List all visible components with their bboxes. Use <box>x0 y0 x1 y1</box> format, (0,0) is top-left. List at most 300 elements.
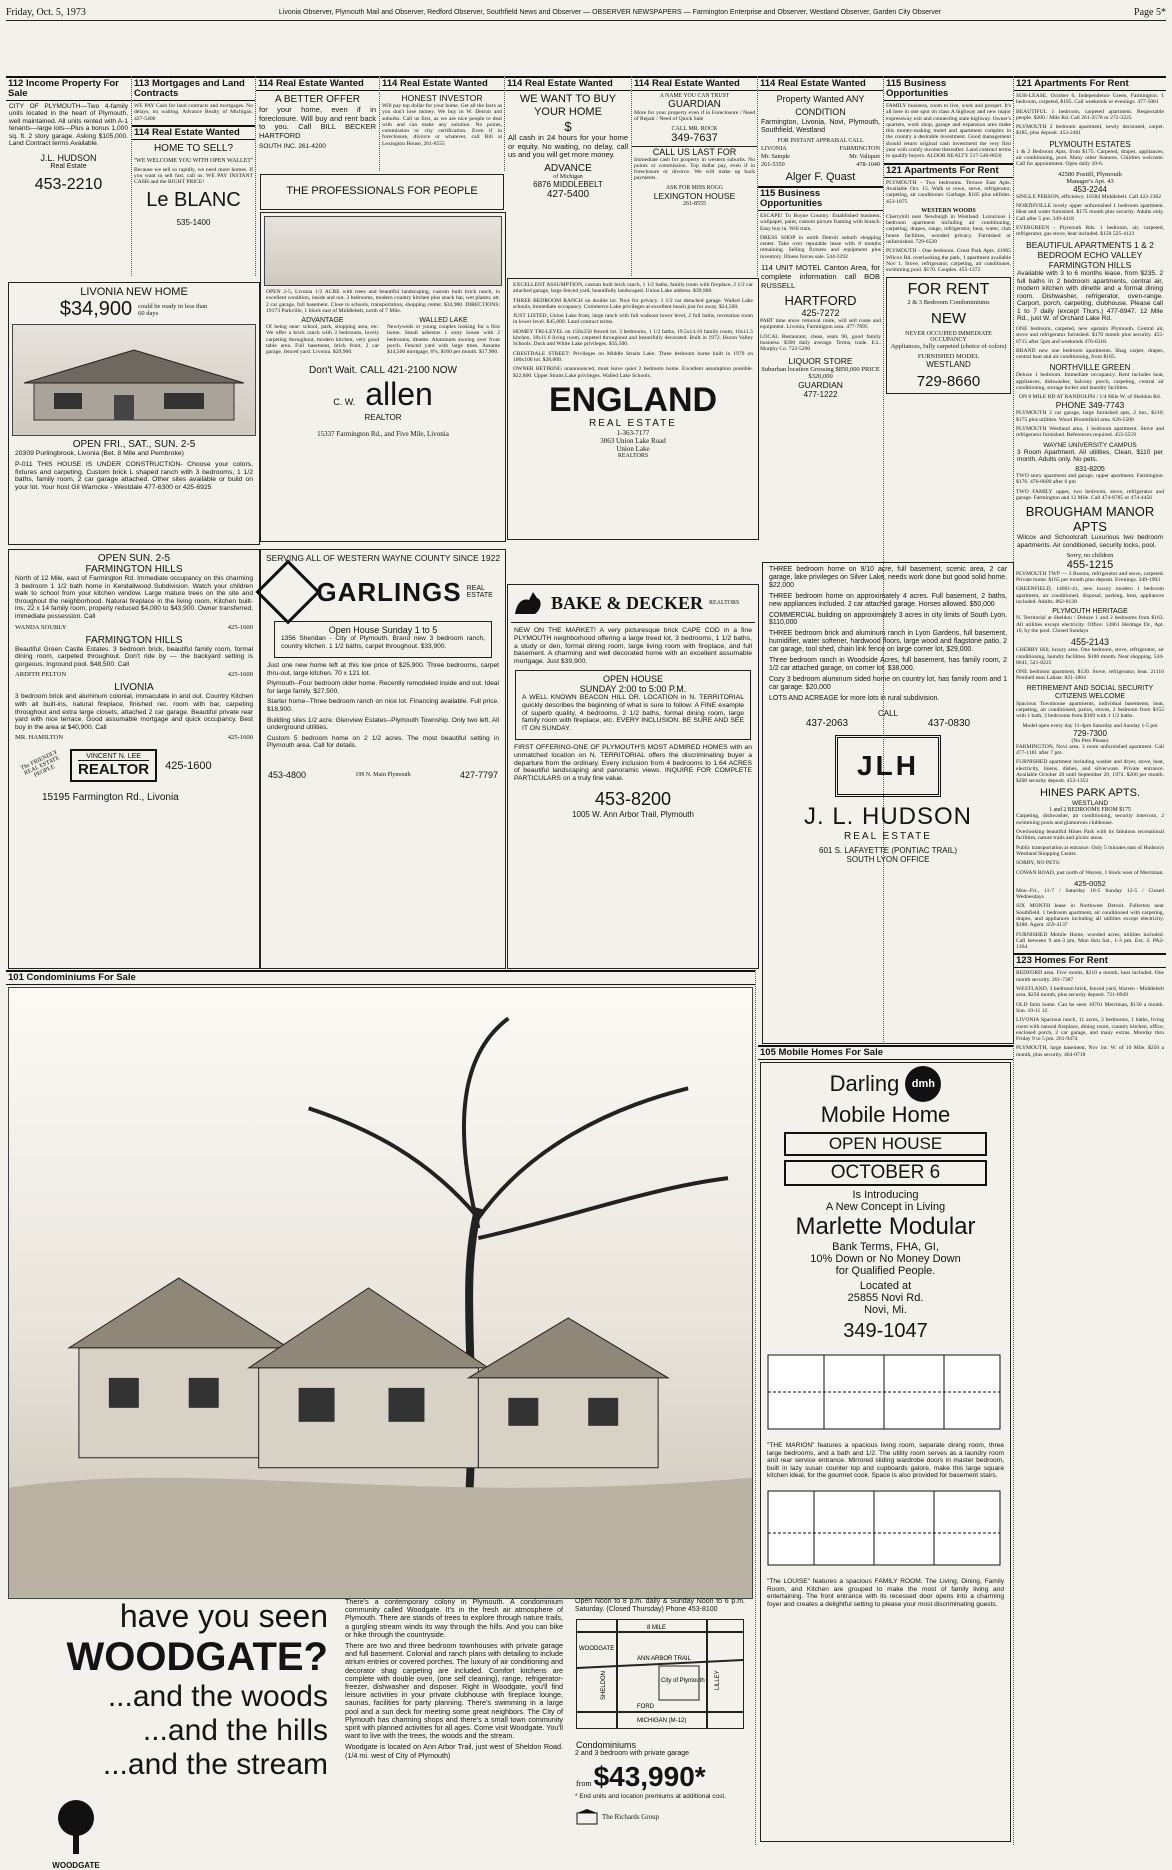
ad-text: 3 bedroom brick and aluminum colonial, immaculate in and out. Country Kitchen with all built-ins, natural fireplace, finished rec. room with bar, carpeting throughout and extra large closets, attached 2 car garage. Beautiful private rear yard with nice terrace. Good assumable mortgage and quick occupancy. Best buy in the area at $40,900. Call <box>15 693 253 731</box>
price-note: * End units and location premiums at additional cost. <box>575 1793 727 1800</box>
ad-text: 1356 Sheridan - City of Plymouth. Brand new 3 bedroom ranch, country kitchen. 1 1/2 baths, carpet throughout. $33,900. <box>281 635 485 650</box>
ad-phone: 425-0052 <box>1074 878 1106 888</box>
agent-addr: 6876 MIDDLEBELT <box>533 179 603 189</box>
ad-text: PLYMOUTH TWP — 3 Rooms, refrigerator and stove, carpeted. Private home. $165 per month plus deposit. Evenings. 349-1903 <box>1016 570 1164 584</box>
garlings-ad <box>260 549 506 969</box>
location-map <box>576 1619 744 1729</box>
logo-sub: REAL ESTATE <box>466 585 493 599</box>
section-head: 114 Real Estate Wanted <box>505 76 631 91</box>
ad-ask: ASK FOR MISS ROGG <box>665 184 724 191</box>
bake-decker-ad <box>507 584 759 969</box>
ad-text: P-011 THIS HOUSE IS UNDER CONSTRUCTION- Choose your colors, fixtures and carpeting. Custom brick L shaped ranch with 3 bedrooms, 1 1/2 baths, family room, 2 car garage attached. Other sites available or build on your lot. Your host Gil Warncke - Westdale 477-6300 or 425-6925 <box>15 461 253 491</box>
ad-text: 1 & 2 Bedroom Apts. from $175. Carpeted, drapes, appliances, air conditioning, pool. Many other features. Children welcome. Call for appointment. Open daily 10-6. <box>1016 148 1164 168</box>
ad-city: Novi, Mi. <box>864 1304 907 1316</box>
ad-phone: 455-2143 <box>1070 637 1110 648</box>
ad-quote: "WE WELCOME YOU WITH OPEN WALLET" <box>133 157 254 164</box>
ad-phone: 453-8200 <box>594 788 672 809</box>
price: $43,990* <box>593 1761 706 1792</box>
section-head: 101 Condominiums For Sale <box>6 970 755 985</box>
realtor-logo <box>70 749 157 782</box>
vincent-lee-ad <box>8 549 260 969</box>
ad-text: FIRST OFFERING-ONE OF PLYMOUTH'S MOST ADMIRED HOMES with an unmatched location on N. TERRITORIAL offers the discriminating buyer a departure from the ordinary. Every inclusion from 4 bedrooms to 1.64 ACRES of beautiful landscaping and panoramic views. INQUIRE FOR COMPLETE PARTICULARS on a truly fine value. <box>514 743 752 783</box>
page-date: Friday, Oct. 5, 1973 <box>6 6 86 18</box>
realtor-logo-row <box>22 749 256 782</box>
agent-name: Alger F. Quast <box>785 171 856 183</box>
ad-text: Starter home--Three bedroom ranch on nice lot. Financing available. Full price. $18,900. <box>267 698 499 713</box>
ad-city: SOUTH LYON OFFICE <box>846 854 930 864</box>
logo-name: allen <box>365 375 433 412</box>
allen-col-1 <box>264 317 381 358</box>
ad-text: CHERRY Hill, luxury area. One bedroom, stove, refrigerator, air conditioning, laundry facilities. $180 month. Near shopping. 544-8641, 541-8225 <box>1016 647 1164 666</box>
ad-addr: 601 S. LAFAYETTE (PONTIAC TRAIL) <box>819 845 957 855</box>
ad-text: N. Territorial at Sheldon / Deluxe 1 and 2 bedrooms from $163. All utilities except electricity. Office: 12861 Heritage Dr., Apt. 10, by the pool. Closed Sundays <box>1016 615 1164 634</box>
ad-appraisal: FOR INSTANT APPRAISAL CALL <box>777 138 864 144</box>
ad-text: ONE bedroom, carpeted, new upstairs Plymouth. Central air, stove and refrigerator furnished. $170 month plus security. 455-6715 after 5pm and weekends 476-6318. <box>1016 325 1164 345</box>
ad-phone: 437-2063 <box>805 717 849 729</box>
ad-title: GUARDIAN <box>668 99 721 110</box>
ad-text: FURNISHED apartment including washer and dryer, stove, heat, electricity, linens, dishes, and silverware. Private entrance. Available October 20 until September 20, 1974. $200 per month. $200 security deposit. 453-1353 <box>1016 759 1164 785</box>
ad-title: Mobile Home <box>820 1102 951 1127</box>
ad-phone: 425-1600 <box>165 759 212 772</box>
darling-mobile-home-ad <box>760 1062 1011 1842</box>
contact-2: Mr. Valiquet <box>849 153 880 160</box>
woodgate-logo <box>36 1796 116 1870</box>
ad-call: Don't Wait. CALL 421-2100 NOW <box>309 364 457 376</box>
ad-title: FARMINGTON HILLS <box>85 564 183 575</box>
ad-phone: 831-8205 <box>1075 466 1105 474</box>
ad-text: DRESS SHOP in north Detroit suburb shopping center. Take over reputable lease with 8 months remaining. Selling fixtures and equipment plus inventory. Illness forces sale. 544-3292 <box>760 234 881 260</box>
masthead: Livonia Observer, Plymouth Mail and Observer, Redford Observer, Southfield News and Observer — OBSERVER NEWSPAPERS — Farmington Enterprise and Observer, Westland Observer, Garden City Observer <box>278 8 942 16</box>
ad-addr: 199 N. Main Plymouth <box>355 771 411 778</box>
logo-name: J. L. HUDSON <box>803 802 973 830</box>
ad-text: Mon.-Fri., 11-7 / Saturday 10-5 Sunday 12-5 / Closed Wednesdays <box>1016 887 1164 901</box>
livonia-new-home-ad <box>8 282 260 545</box>
ad-text: ESCAPE! To Boyne Country. Established business; wallpaper, paint, custom picture framing with branch. Easy buy in. Will train. <box>760 213 881 232</box>
agent-name: ADVANCE <box>544 162 592 174</box>
agent-name: GUARDIAN <box>798 379 843 390</box>
banner-title: THE PROFESSIONALS FOR PEOPLE <box>286 185 478 197</box>
ad-text: 10% Down or No Money Down <box>810 1253 961 1265</box>
ad-text: OWNER RETIRING unannounced, must leave quiet 2 bedroom home. Excellent assumption possible. $22,800. Upper Straits Lake privileges. Walled Lake Schools. <box>513 366 753 379</box>
ad-text: "THE MARION" features a spacious living room, separate dining room, three large bedrooms, and a bath and 1/2. The utility room serves as a laundry room and rear service entrance. Mirrored sliding wardrobe doors in master bedroom, built in lazy susan counter top and cupboards galore, make this large square kitchen ideal, for the gourmet cook. Space is also provided for basement stairs. <box>767 1442 1004 1480</box>
map-label: LILLEY <box>715 1670 721 1690</box>
garlings-logo <box>264 569 502 615</box>
agent-row <box>15 624 253 631</box>
ad-hours: Open Noon to 8 p.m. daily & Sunday Noon to 6 p.m. Saturday. (Closed Thursday) Phone 453-8100 <box>575 1598 745 1613</box>
house-photo <box>12 324 256 436</box>
ad-title: ADVANTAGE <box>301 317 344 325</box>
ad-phone: 349-7637 <box>671 131 718 144</box>
headline-2: WOODGATE? <box>66 1635 328 1679</box>
ad-text: North of 12 Mile, east of Farmington Rd. Immediate occupancy on this charming 3 bedroom 1 1/2 bath home in Kendallwood Subdivision. Watch your children walk to school from your kitchen window. Large mature trees on the site and throughout the neighborhood. Natural fireplace in the living room, Kitchen built-ins, 22 x 14 family room, property reduced $4,000 to $43,900. Owner transferred, immediate possession. Call <box>15 575 253 620</box>
ad-city: WESTLAND <box>1071 800 1109 808</box>
ad-title: OPEN SUN. 2-5 <box>97 553 171 564</box>
logo-sub: REALTORS <box>709 600 740 606</box>
section-head: 115 Business Opportunities <box>884 76 1013 101</box>
ad-text: GREENFIELD, 14601-41, new luxury modern 1 bedroom apartment, air conditioned, disposal, parking, heat, appliances included. Adults. 862-8138 <box>1016 586 1164 606</box>
section-head: 114 Real Estate Wanted <box>632 76 757 91</box>
contact-row <box>761 153 880 160</box>
agent-phone: 425-1600 <box>227 734 253 742</box>
ad-text: Because we sell so rapidly, we need more homes. If you want to sell fast, call us. WE PAY INSTANT CASH and the RIGHT PRICE! <box>134 166 253 186</box>
ad-text: 114 UNIT MOTEL Canton Area, for complete information call BOB RUSSELL <box>761 263 880 291</box>
ad-text: PLYMOUTH Westland area, 1 bedroom apartment. Stove and refrigerator furnished. References required. 453-5559 <box>1016 425 1164 439</box>
section-114-d <box>632 76 758 276</box>
rooster-icon <box>511 588 545 618</box>
ad-title: Darling <box>829 1071 900 1096</box>
ad-title: HOME TO SELL? <box>153 142 234 154</box>
ad-foot: SOUTH INC. 261-4200 <box>259 143 326 150</box>
allen-two-col <box>264 317 502 358</box>
ad-text: A WELL KNOWN BEACON HILL DR. LOCATION in N. TERRITORIAL quickly describes the beginning of what is sure to follow: A FINE example of superb quality, 4 bedrooms, 2 1/2 baths, formal dining room, large family room with fireplace, etc. EVERY INCLUSION. BE SURE AND SEE IT ON SUNDAY. <box>522 693 744 733</box>
section-114-a <box>256 76 380 171</box>
for-rent-never: NEVER OCCUPIED IMMEDIATE OCCUPANCY <box>905 330 992 343</box>
agent-phone: 453-2210 <box>34 176 103 194</box>
ad-addr: 20309 Purlingbrook, Livonia (Bet. 8 Mile and Pembroke) <box>15 450 184 457</box>
map-label: SHELDON <box>601 1670 607 1700</box>
open-house-time: SUNDAY 2:00 to 5:00 P.M. <box>579 683 687 694</box>
section-105 <box>758 1045 1014 1845</box>
map-label: WOODGATE <box>579 1646 615 1652</box>
agent-phone: 425-1600 <box>227 671 253 679</box>
ad-title: CALL US LAST FOR <box>632 146 757 157</box>
ad-text: OPEN 2-5, Livonia 1/2 ACRE with trees and beautiful landscaping, custom built brick ranch, in excellent condition, inside and out. 3 bedrooms, modern country kitchen plus snack bar, wet plaster, att. 2 car garage, full basement. Close to schools, transportation, shopping center. $34,900. DIRECTIONS: 19173 Parkville, 1 block east of Middlebelt, north of 7 Mile. <box>266 289 500 314</box>
ad-phone: 437-0830 <box>927 717 971 729</box>
england-ad <box>507 278 759 540</box>
agent-phone: 261-8555 <box>683 200 706 207</box>
ad-text: TWO story apartment and garage, upper apartment. Farmington. $176. 476-6609 after 6 pm <box>1016 473 1164 486</box>
section-head: 115 Business Opportunities <box>758 186 883 211</box>
allen-ad <box>260 212 506 542</box>
ad-text: 3 Room Apartment. All utilities, Clean, $110 per month. Adults only. No pets. <box>1017 448 1163 463</box>
logo-name: WOODGATE <box>52 1861 100 1870</box>
ad-text: THREE bedroom home on approximately 4 acres. Full basement, 2 baths, new appliances included. 2 car attached garage. Horses allowed. $50,000 <box>769 592 1007 608</box>
ad-text: ONE bedroom apartment, $120. Stove, refrigerator, heat. 21116 Pembell near Lahser. 821-1804 <box>1016 669 1164 682</box>
ad-title: PLYMOUTH HERITAGE <box>1052 608 1128 616</box>
tree-logo-icon <box>46 1796 106 1856</box>
logo-name: ENGLAND <box>548 380 718 419</box>
floorplan-marion <box>764 1347 1004 1437</box>
agent-phone: 477-1222 <box>803 389 838 399</box>
map-label: ANN ARBOR TRAIL <box>637 1656 691 1662</box>
ad-text: SINGLE PERSON, efficiency. 16584 Middlebelt. Call 422-2362 <box>1016 193 1162 200</box>
jl-hudson-ad <box>762 562 1014 1044</box>
ad-text: Custom 5 bedroom home on 2 1/2 acres. The most beautiful setting in Plymouth area. Call for details. <box>267 734 499 750</box>
ad-text: Overlooking beautiful Hines Park with its fabulous recreational facilities, nature trails and picnic areas. <box>1016 829 1164 842</box>
ad-title: WESTERN WOODS <box>921 207 976 214</box>
section-head: 105 Mobile Homes For Sale <box>758 1045 1013 1060</box>
ad-phone: 1-363-7177 <box>616 428 650 437</box>
ad-title: WALLED LAKE <box>419 317 468 325</box>
ad-phone: 453-4800 <box>268 769 307 780</box>
friendly-tag: The FRIENDLY REAL ESTATE PEOPLE <box>20 749 61 779</box>
ad-phone: 455-1215 <box>1066 558 1114 571</box>
agent-name: ARDITH PELTON <box>15 671 67 679</box>
ad-text: WESTLAND, 3 bedroom brick, fenced yard, Warren - Middlebelt area. $250 month, plus security deposit. 721-6949 <box>1016 986 1164 999</box>
ad-realtors: REALTORS <box>617 452 649 459</box>
richards-group <box>576 1809 744 1825</box>
ad-text: HOMEY TRI-LEVEL on 150x250 fenced lot. 3 bedrooms, 1 1/2 baths, 19.5x14.10 family room, 16x11.5 kitchen, 18x11.6 living room, carpeted throughout and beautifully decorated. Built in 1972. Huron Valley Schools. Duck and White Lake privileges. $35,500. <box>513 328 753 348</box>
map-label: 8 MILE <box>647 1625 667 1631</box>
ad-ready: could be ready in less than 60 days <box>138 302 208 317</box>
ad-text: Immediate cash for property in western suburbs. No points or commission. Top dollar pay, even if in foreclosure or divorce. We will make up back payments. <box>634 156 755 182</box>
map-label: City of Plymouth <box>661 1678 705 1684</box>
allen-logo <box>264 376 502 413</box>
ad-text: Deluxe 1 bedroom. Immediate occupancy. Rent includes heat, appliances, dishwasher, balcony porch, carpeting, central air conditioning, storage locker and laundry facilities. <box>1016 372 1164 392</box>
jlh-logo <box>835 735 941 797</box>
for-rent-sub: 2 & 3 Bedroom Condominiums <box>907 298 990 306</box>
darling-title-row <box>764 1066 1007 1102</box>
ad-text: THREE BEDROOM RANCH on double lot. Nice for privacy. 1 1/2 car detached garage. Walled Lake schools, immediate occupancy. Commerce Lake privileges at excellent beach just for away. $24,500. <box>513 297 753 310</box>
agent-name: LEXINGTON HOUSE <box>653 190 736 201</box>
ad-title: SERVING ALL OF WESTERN WAYNE COUNTY SINCE 1922 <box>265 553 501 563</box>
agent-phone: 427-5400 <box>546 188 590 200</box>
logo-sub: REAL ESTATE <box>844 830 932 842</box>
price-from: from <box>576 1779 592 1788</box>
house-illustration <box>13 325 255 435</box>
ad-text: PLYMOUTH 2 bedroom apartment, newly decorated, carpet. $185, plus deposit. 453-2461 <box>1016 124 1164 137</box>
ad-text: Of being near: school, park, shopping area, etc. We offer a brick ranch with 3 bedrooms, lovely carpeting throughout, modern kitchen, very good table area. Full basement, brick front, 2 car garage, fenced yard. Livonia. $29,900. <box>266 324 379 356</box>
ad-title: Property Wanted ANY CONDITION <box>776 94 865 117</box>
ad-text: PLYMOUTH 2 car garage, large furnished apts, 2 mo., $210; $175 plus utilities. Wood Bloomfield area. 626-5500 <box>1016 410 1164 423</box>
ad-text: SUB-LEASE, October 6, Independence Green, Farmington. 1 bedroom, carpeted, $185. Call weekends or evenings. 477-5081 <box>1016 93 1164 106</box>
for-rent-furn: FURNISHED MODEL <box>917 352 980 360</box>
ad-product: Marlette Modular <box>795 1213 976 1240</box>
ad-addr: 3063 Union Lake Road <box>600 436 666 445</box>
agent-row <box>15 734 253 741</box>
ad-text: REDFORD area. Five rooms, $210 a month, heat included. One month security. 261-7387 <box>1016 970 1164 983</box>
open-house-box <box>274 621 492 658</box>
for-rent-title: FOR RENT <box>907 280 990 298</box>
ad-text: Public transportation at entrance. Only 5 minutes east of Hudson's Westland Shopping Center. <box>1016 844 1164 857</box>
ad-text: More for your property even if in Foreclosure / Need of Repair / Need of Quick Sale <box>634 110 755 123</box>
ad-text: (No Pets Please) <box>1071 737 1109 744</box>
ad-text: EXCELLENT ASSUMPTION, custom built brick ranch, 1 1/2 baths, family room with fireplace, 2 1/2 car attached garage, large fenced yard, beautifully landscaped. Union Lake address. $39,900. <box>513 282 753 295</box>
office-row <box>761 145 880 152</box>
woodgate-illustration <box>8 987 753 1599</box>
ad-text: Beautiful Green Castle Estates. 3 bedroom brick, beautiful family room, formal dining room, carpeted throughout. Don't ride by — the backyard setting is gorgeous. Inground pool. $48,500. Call <box>15 645 253 668</box>
ad-title: HONEST INVESTOR <box>401 93 483 103</box>
ad-text: FAMILY business, room to live, work and prosper. It's all here in one spot on class A highway and new major expressway exit and connecting state highway. Owner's quarters, work shop, garage and expansion area make this money-making motel and apartment complex in the country a desirable investment. Good management should return original cash investment the very first year with comfy income thereafter. Land contract terms to qualify buyers. ALDOR REALTY 517-546-8650 <box>886 103 1011 160</box>
allen-photo <box>264 216 502 286</box>
ad-text: Suburban location Grossing $850,000 PRICE $320,000 <box>761 365 880 380</box>
ad-title: BROUGHAM MANOR APTS <box>1025 504 1155 535</box>
for-rent-phone: 729-8660 <box>916 372 981 390</box>
ad-text: Carpeting, dishwasher, air conditioning, security intercom, 2 swimming pools and glamorous clubhouse. <box>1016 813 1164 826</box>
agent-phone: 425-1600 <box>227 623 253 631</box>
ad-text: LOTS AND ACREAGE for more lots in rural subdivision. <box>769 694 940 702</box>
ad-city: Union Lake <box>616 444 650 453</box>
ad-text: BEAUTIFUL 1 bedroom, carpeted apartment. Respectable people. $200 / Mile Rd. Call 261-2578 or 272-3225 <box>1016 108 1164 121</box>
ad-text: Woodgate is located on Ann Arbor Trail, just west of Sheldon Road. (1/4 mi. west of City of Plymouth) <box>345 1742 563 1760</box>
price-row <box>576 1761 748 1793</box>
dollar-icon: $ <box>564 119 572 134</box>
ad-text: PART time snow removal route, will sell route and equipment. Livonia, Farmington area. 477-7895 <box>760 318 881 331</box>
section-113 <box>132 76 256 276</box>
headline-1: have you seen <box>119 1598 328 1634</box>
page-number: Page 5* <box>1134 6 1166 18</box>
map-label: MICHIGAN (M-12) <box>637 1718 687 1724</box>
section-114-b <box>380 76 505 171</box>
ad-text: There are two and three bedroom townhouses with private garage and full basement. Colonial and ranch plans with detailing to include atrium entries or covered porches. The luxury of air conditioning and decorator shag carpeting are included. Comfort kitchens are complete with double oven, (one self cleaning), range, refrigerator-freezer, dishwasher and disposer. Right in Woodgate, you'll find leisure activities in your private clubhouse with fireplace lounge, saunas, facilities for party planning. There's swimming in a large pool and a sun deck for meeting some great neighbors. The City of Plymouth has charming shops and there's a small town community spirit with planned activities for all ages. Come visit Woodgate. You'll want to live with the trees, the woods and the stream. <box>345 1641 563 1741</box>
ad-phone: 427-7797 <box>459 769 498 780</box>
logo-name: BAKE & DECKER <box>551 592 704 613</box>
building-icon <box>576 1809 598 1825</box>
ad-text: TWO FAMILY upper, two bedroom, stove, refrigerator and garage. Farmington and 12 Mile. Call 474-8785 or 474-4456 <box>1016 488 1164 501</box>
ad-title: WAYNE UNIVERSITY CAMPUS <box>1043 441 1137 449</box>
ad-text: Newlyweds or young couples looking for a first home. Small asbestos 1 story house with 2 bedrooms, dinette. Aluminum awning over front porch. Fenced yard with large trees. Assume $14,500 mortgage, 6%, $160 per month. $17,900. <box>387 324 500 356</box>
section-head: 114 Real Estate Wanted <box>256 76 379 91</box>
ad-call: CALL <box>877 708 898 718</box>
ad-call: CALL MR. ROCK <box>671 125 718 132</box>
ad-price: $34,900 <box>59 298 133 320</box>
ad-title: HINES PARK APTS. <box>1039 787 1141 800</box>
section-head: 123 Homes For Rent <box>1014 953 1166 968</box>
phone-1: 261-5350 <box>761 161 785 168</box>
ad-text: Wilcox and Schoolcraft Luxurious two bedroom apartments. Air conditioned, security locks, pool. <box>1017 534 1163 549</box>
ad-text: OLD farm home. Can be seen 10701 Merriman, $150 a month. Sun. 10-11 12. <box>1016 1001 1164 1014</box>
office-2: FARMINGTON <box>839 145 880 152</box>
ad-title: WE WANT TO BUY YOUR HOME <box>519 93 617 118</box>
ad-open: OPEN FRI., SAT., SUN. 2-5 <box>72 439 196 450</box>
section-121 <box>1014 76 1166 1845</box>
agent-sub: Real Estate <box>50 163 87 171</box>
for-rent-new: NEW <box>931 309 966 327</box>
section-112 <box>6 76 132 276</box>
open-house-title: OPEN HOUSE <box>602 673 663 684</box>
headline-5: ...and the stream <box>102 1748 328 1781</box>
group-name: The Richards Group <box>602 1813 660 1821</box>
ad-addr: 1005 W. Ann Arbor Trail, Plymouth <box>572 809 694 819</box>
ad-text: LOCAL Restaurant, clean, seats 90, good family business. $300 daily average. Terms, trade. E.L. Murphy Co. 722-5200 <box>760 333 881 353</box>
ad-phone: 453-2244 <box>1073 184 1107 194</box>
ad-text: Just one new home left at this low price of $25,900. Three bedrooms, carpet thru-out, large kitchen. 70 x 121 lot. <box>267 662 499 677</box>
logo-realtor: REALTOR <box>364 412 402 422</box>
section-head: 113 Mortgages and Land Contracts <box>132 76 255 101</box>
ad-text: All cash in 24 hours for your home or equity. No waiting, no delay, call us and you will get more money. <box>508 133 628 160</box>
professionals-banner <box>260 174 504 210</box>
contact-1: Mr. Sample <box>761 153 790 160</box>
ad-text: NEW ON THE MARKET! A very picturesque brick CAPE COD in a fine PLYMOUTH neighborhood offering a large treed lot, 3 bedrooms, 1 1/2 baths, a study or den, formal dining room, large living room with fireplace, and full basement. A charming and well decorated home with an excellent assumable mortgage. Just $39,900. <box>514 627 752 666</box>
logo-realtor: REALTOR <box>78 761 150 779</box>
logo-name: VINCENT N. LEE <box>78 753 149 761</box>
ad-text: Bank Terms, FHA, GI, <box>832 1241 939 1253</box>
agent-name: WANDA SOUBLY <box>15 623 67 631</box>
agent-name: HARTFORD <box>784 293 857 309</box>
ad-addr: 15195 Farmington Rd., Livonia <box>42 792 179 804</box>
for-rent-ad <box>886 277 1011 394</box>
ad-text: There's a contemporary colony in Plymouth. A condominium community called Woodgate. It's in the fresh air atmosphere of Plymouth. There are stands of trees to explore through nature trails, a gurgling stream winds its way through the hills. And you can bike or hike through the countryside. <box>345 1597 563 1639</box>
phone-2: 478-1040 <box>856 161 880 168</box>
agent-name: J.L. HUDSON <box>40 153 97 164</box>
ad-addr: 42580 Postiff, Plymouth <box>1058 170 1122 178</box>
floorplan-louise <box>764 1483 1004 1573</box>
ad-text: Model open every day 11-4pm Saturday and Sunday 1-5 pm <box>1022 722 1158 729</box>
ad-phone: 729-7300 <box>1073 728 1107 738</box>
ad-title: A BETTER OFFER <box>274 94 360 105</box>
ad-phone: PHONE 349-7743 <box>1055 400 1125 411</box>
ad-sorry: Sorry, no children <box>1066 551 1114 559</box>
ad-sub: A NAME YOU CAN TRUST <box>659 93 730 99</box>
ad-addr: 15337 Farmington Rd., and Five Mile, Livonia <box>317 429 449 438</box>
office-1: LIVONIA <box>761 145 787 152</box>
ad-title: PLYMOUTH ESTATES <box>1049 139 1131 149</box>
woodgate-copy <box>342 1598 566 1763</box>
condo-title: Condominiums <box>576 1740 637 1750</box>
ad-phone: 349-1047 <box>843 1320 928 1342</box>
for-rent-city: WESTLAND <box>926 359 971 369</box>
ad-text: CITY OF PLYMOUTH—Two 4-family units located in the heart of Plymouth, well maintained. All units rented with A-1 tenants—large lots—Plus a bonus 1,000 sq. ft. 2 story garage. Asking $105,000. Land Contract terms Available. <box>9 103 128 148</box>
ad-text: ON 8 MILE RD AT RANDOLPH / 1/4 Mile W. of Sheldon Rd. <box>1018 394 1162 401</box>
ad-text: LIVONIA Spacious ranch, 11 acres, 3 bedrooms, 1 baths, living room with natural fireplace, dining room, country kitchen, office, enclosed porch, 2 car garage, and many extras. Monday thru Friday 9 to 5 pm. 261-9474 <box>1016 1017 1164 1043</box>
ad-text: FARMINGTON, Novi area. 3 room unfurnished apartment. Call 477-1181 after 7 pm. <box>1016 743 1164 756</box>
open-house-badge: OPEN HOUSE <box>784 1132 987 1156</box>
phone-row <box>761 161 880 168</box>
agent-phone: 535-1400 <box>176 217 211 227</box>
bake-logo <box>511 588 755 623</box>
ad-mgr: Manager's Apt. 43 <box>1066 177 1114 185</box>
jlh-phones <box>766 718 1010 729</box>
ad-text: CRESTDALE STREET: Privileges on Middle Straits Lake. Three bedroom home built in 1970 on 100x100 lot. $28,000. <box>513 350 753 363</box>
headline-3: ...and the woods <box>107 1680 328 1713</box>
ad-text: NORTHVILLE lovely upper unfurnished 1 bedroom apartment. Heat and water furnished. $175 month plus security. Adults only. Call after 5 pm. 349-4418 <box>1016 202 1164 222</box>
logo-name: GARLINGS <box>316 576 462 607</box>
ad-text: A New Concept in Living <box>825 1201 946 1213</box>
section-114-c <box>505 76 632 276</box>
page-header <box>6 4 1166 21</box>
section-head: 121 Apartments For Rent <box>884 163 1013 178</box>
for-rent-appl: Appliances, fully carpeted (choice of colors) <box>890 342 1007 350</box>
ad-title: FARMINGTON HILLS <box>85 634 183 646</box>
ad-text: Cozy 3 bedroom aluminum sided home on country lot, has family room and 1 car garage. $20,000 <box>769 675 1007 691</box>
open-house-date: OCTOBER 6 <box>784 1160 987 1186</box>
ad-text: Plymouth--Four bedroom older home. Recently remodeled inside and out. Ideal for large family. $27,500. <box>267 680 499 695</box>
headline-4: ...and the hills <box>142 1714 328 1747</box>
ad-text: for your home, even if in foreclosure. Will buy and rent back to you. Call BILL BECKER HARTFORD <box>259 105 376 140</box>
ad-text: for Qualified People. <box>835 1265 936 1277</box>
agent-name: Le BLANC <box>146 188 241 211</box>
allen-col-2 <box>385 317 502 358</box>
ad-text: COMMERCIAL building on approximately 3 acres in city limits of South Lyon. $110,000 <box>769 611 1007 627</box>
ad-text: PLYMOUTH - One bedroom. Great Park Apts. 41065 Wilcox Rd. overlooking the park, 1 apartment available Nov 1. Stove, refrigerator, carpeting, air conditioner, swimming pool. $170. Couples. 455-1372 <box>886 248 1011 274</box>
woodgate-headlines <box>6 1598 336 1870</box>
logo-cw: C. W. <box>333 396 356 407</box>
open-house-box <box>515 670 751 740</box>
section-head: 112 Income Property For Sale <box>6 76 131 101</box>
woodgate-info <box>572 1598 748 1825</box>
dmh-logo: dmh <box>905 1066 941 1102</box>
townhouse-drawing <box>9 988 752 1598</box>
section-head: 114 Real Estate Wanted <box>132 125 255 140</box>
condo-sub: 2 and 3 bedroom with private garage <box>575 1750 690 1757</box>
ad-text: THREE bedroom brick and aluminum ranch in Lyon Gardens, full basement, humidifier, water softener, hardwood floors, large wood and flagstone patio, 2 car garage, tool shed, chain link fence on large corner lot, $29,000. <box>769 630 1007 654</box>
ad-text: SIX MONTH lease in Northwest Detroit. Fullerton near Southfield. 1 bedroom apartment, air conditioned with carpeting, drapes, and appliances including all utilities except electricity. $180. Agent. 459-4137 <box>1016 903 1164 929</box>
agent-sub: of Michigan <box>553 173 583 180</box>
ad-sub: 1 and 2 BEDROOMS FROM $175 <box>1049 807 1131 814</box>
ad-text: FURNISHED Mobile Home, wooded acres, utilities included. Call between 9 am-3 pm, Mon thru Sat., 1-3 pm. Ext. 3. PA2-1364 <box>1016 931 1164 951</box>
garlings-footer <box>268 770 498 780</box>
ad-text: BRAND new one bedroom apartments. Shag carpet, drapes, central heat and air conditioning, from $185. <box>1016 347 1164 361</box>
ad-title: RETIREMENT AND SOCIAL SECURITY CITIZENS WELCOME <box>1026 684 1154 700</box>
logo-sub: REAL ESTATE <box>589 417 677 429</box>
ad-text: SORRY, NO PETS: <box>1016 860 1061 867</box>
ad-text: THREE bedroom home on 9/10 acre, full basement, scenic area, 2 car garage, lake privileges on Silver Lake, needs work done but good solid home. $22,000 <box>769 566 1007 589</box>
ad-text: PLYMOUTH - Two bedrooms. Terrace East Apts. Available Oct. 15. Walk to town, stove, refrigerator, carpeting, air conditioner. Garbage. $185 plus utilities. 453-1875 <box>886 179 1011 205</box>
ad-text: Building sites 1/2 acre. Glenview Estates--Plymouth Township. Only two left. All underground utilities. <box>267 716 499 732</box>
ad-title: BEAUTIFUL APARTMENTS 1 & 2 BEDROOM ECHO VALLEY FARMINGTON HILLS <box>1026 240 1154 271</box>
ad-text: EVERGREEN - Plymouth Rds. 1 bedroom, air, carpeted, refrigerator, gas stove, heat included. $150 525-4123 <box>1016 224 1164 238</box>
section-head: 114 Real Estate Wanted <box>380 76 504 91</box>
